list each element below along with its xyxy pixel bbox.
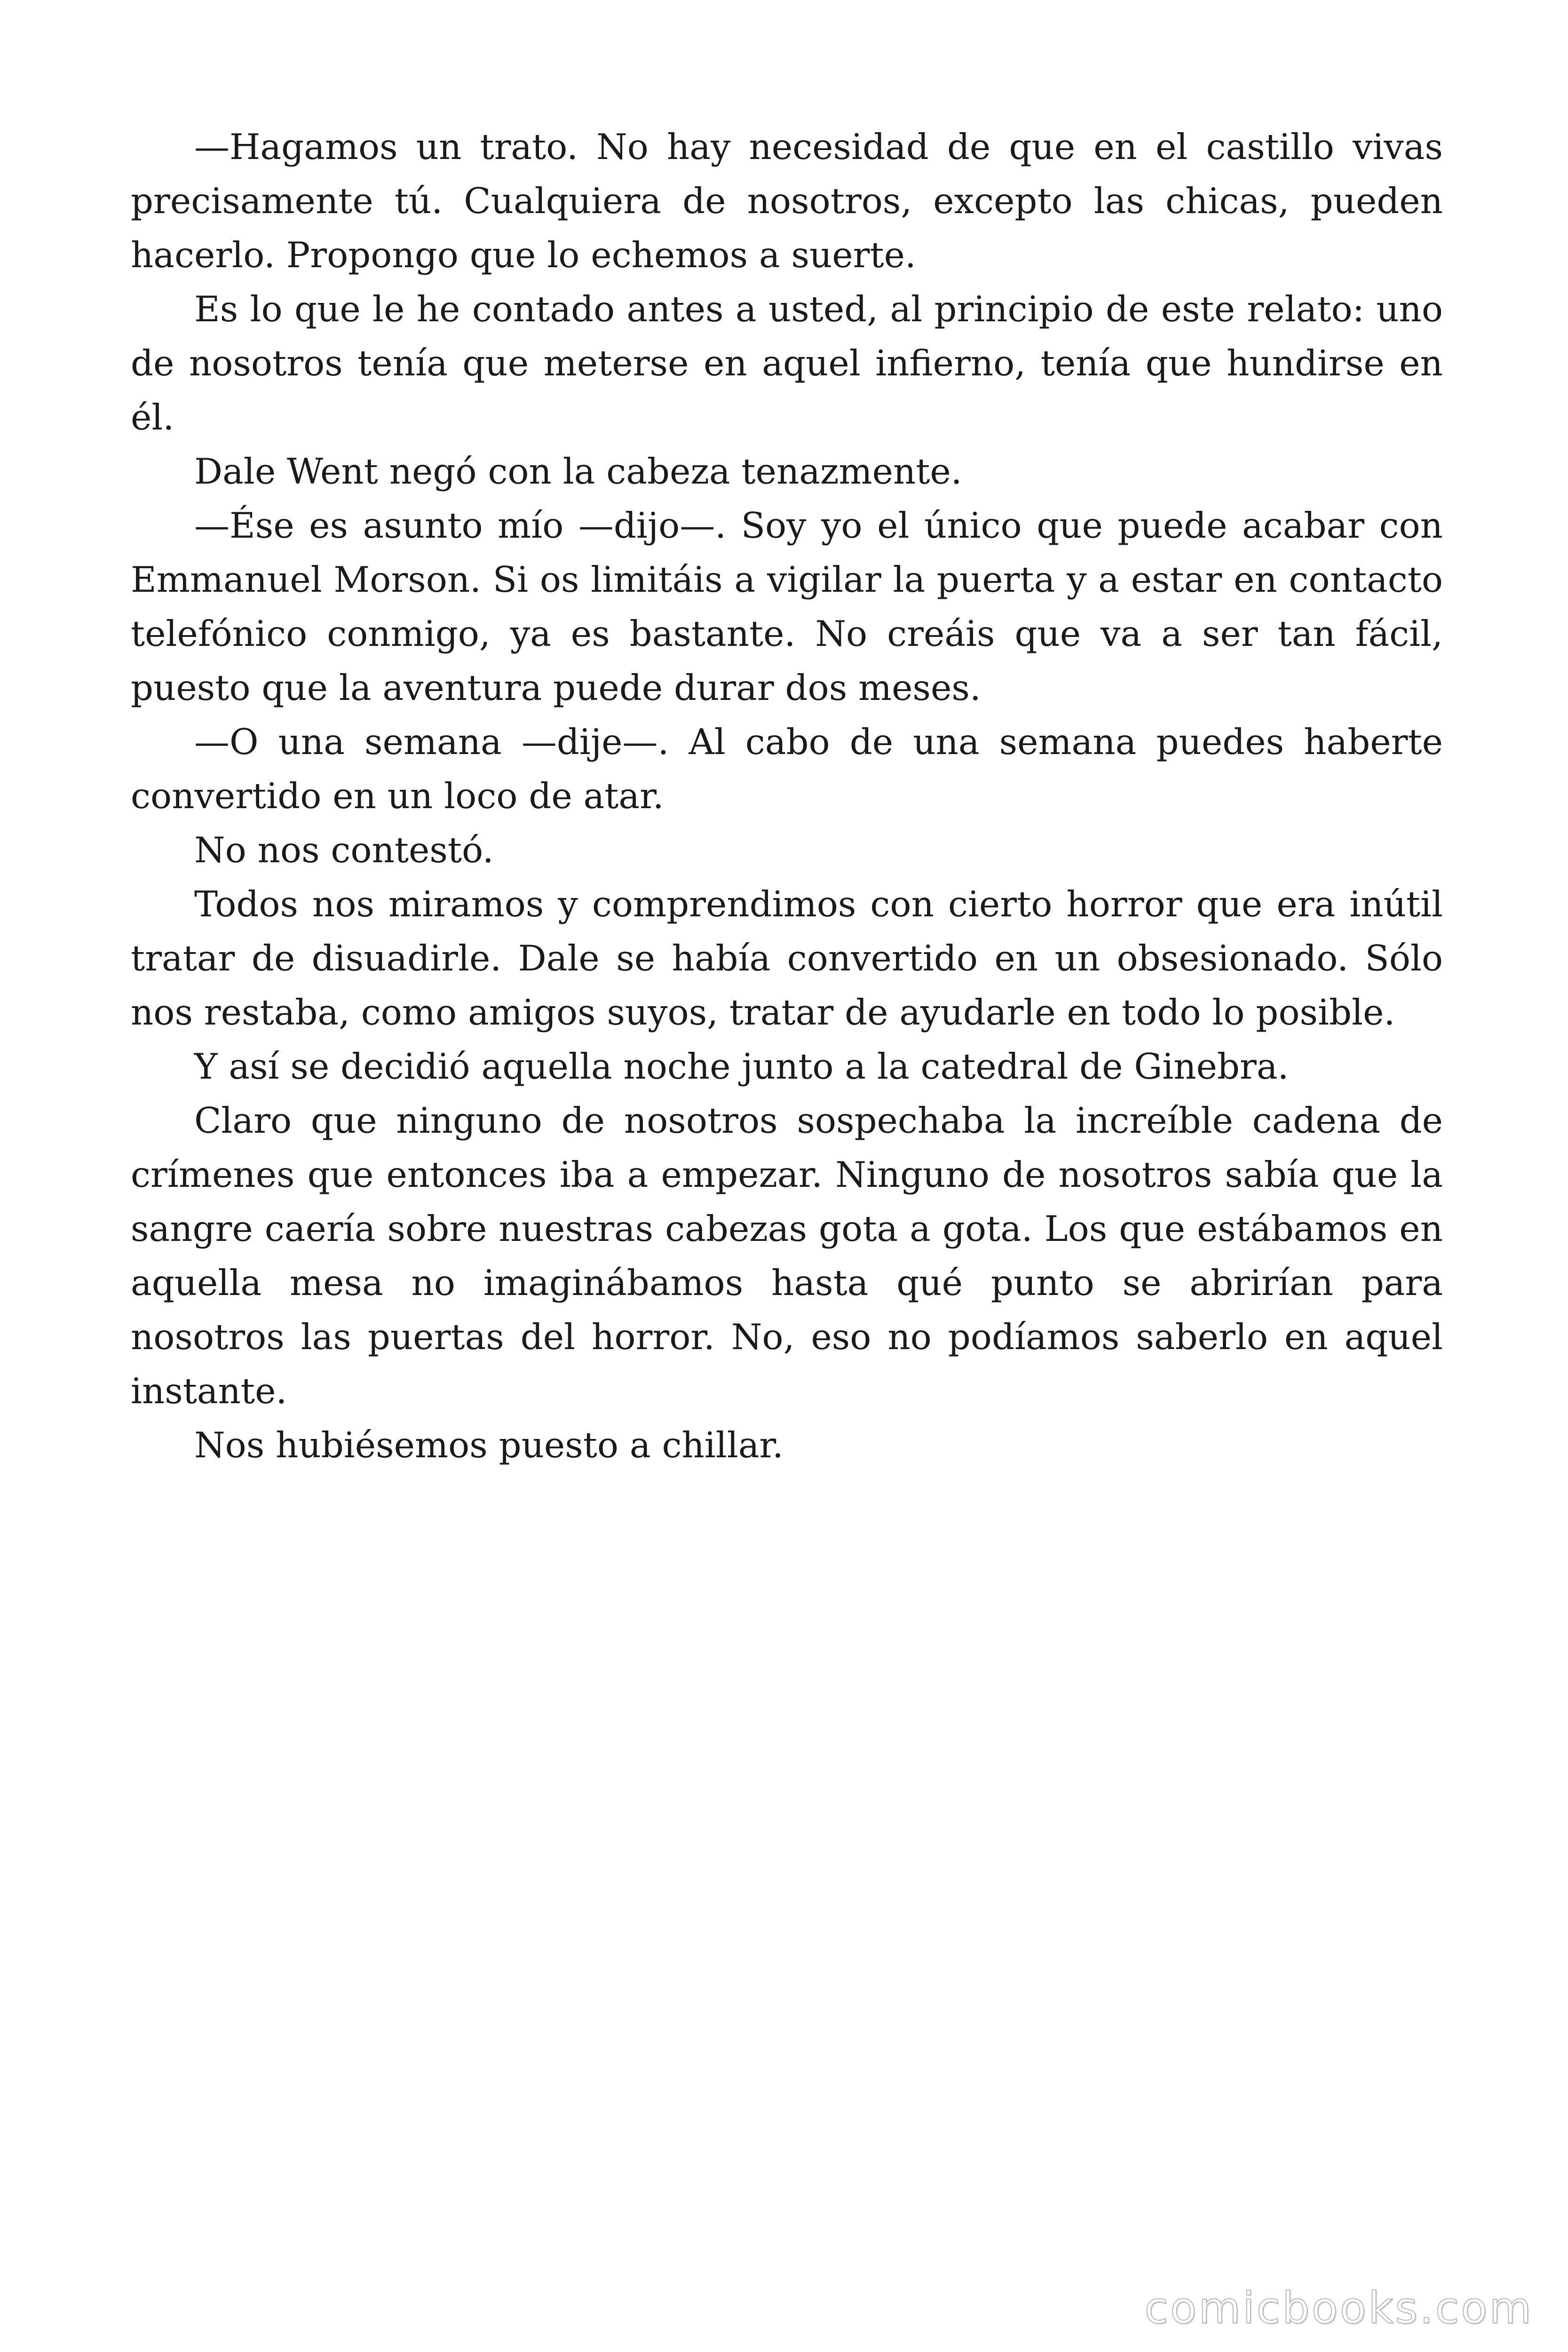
paragraph-8: Y así se decidió aquella noche junto a la catedral de Ginebra.: [194, 1046, 1289, 1087]
paragraph-1: —Hagamos un trato. No hay necesidad de que en el castillo vivas precisamente tú. Cualquiera de nosotros, excepto las chicas, pueden hacerlo. Propongo que lo echemos a suerte.: [131, 126, 1443, 276]
paragraph-2: Es lo que le he contado antes a usted, al principio de este relato: uno de nosotros tenía que meterse en aquel infierno, tenía que hundirse en él.: [131, 288, 1443, 438]
paragraph-4: —Ése es asunto mío —dijo—. Soy yo el único que puede acabar con Emmanuel Morson. Si os limitáis a vigilar la puerta y a estar en contacto telefónico conmigo, ya es bastante. No creáis que va a ser tan fácil, puesto que la aventura puede durar dos meses.: [131, 505, 1443, 708]
page-body: [131, 120, 1443, 1472]
paragraph-6: No nos contestó.: [194, 829, 494, 871]
paragraph-3: Dale Went negó con la cabeza tenazmente.: [194, 451, 962, 492]
paragraph-7: Todos nos miramos y comprendimos con cierto horror que era inútil tratar de disuadirle. Dale se había convertido en un obsesionado. Sólo nos restaba, como amigos suyos, tratar de ayudarle en todo lo posible.: [131, 883, 1443, 1033]
paragraph-5: —O una semana —dije—. Al cabo de una semana puedes haberte convertido en un loco de atar.: [131, 721, 1443, 817]
site-watermark: comicbooks.com: [1144, 2283, 1533, 2333]
paragraph-9: Claro que ninguno de nosotros sospechaba la increíble cadena de crímenes que entonces iba a empezar. Ninguno de nosotros sabía que la sangre caería sobre nuestras cabezas gota a gota. Los que estábamos en aquella mesa no imaginábamos hasta qué punto se abrirían para nosotros las puertas del horror. No, eso no podíamos saberlo en aquel instante.: [131, 1100, 1443, 1412]
paragraph-10: Nos hubiésemos puesto a chillar.: [194, 1424, 784, 1466]
